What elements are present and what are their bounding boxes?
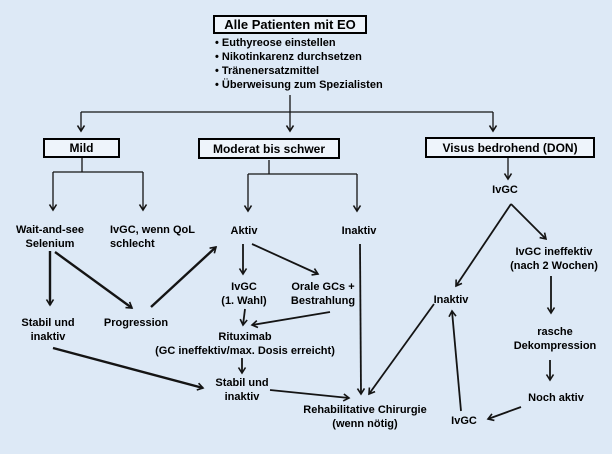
node-ivgc-ineffektiv [510,246,598,273]
node-text: Stabil und [215,377,269,389]
node-inaktiv-mitte [342,225,377,239]
node-orale-gcs [291,281,355,308]
node-text: Aktiv [230,225,258,237]
node-text: Wait-and-see [15,224,85,236]
node-text: rasche [537,326,573,338]
node-text: IvGC ineffektiv [515,246,593,258]
node-text: inaktiv [30,330,66,343]
edge-ivgc-don-to-ineffektiv [511,204,546,239]
root-box-label: Alle Patienten mit EO [224,17,356,32]
box-sight-threatening [425,137,595,158]
node-text: (wenn nötig) [332,417,398,430]
edge-ivgc-first-to-rituximab [243,309,245,325]
edge-nochaktiv-to-ivgc-unten [488,407,521,419]
node-text: Noch aktiv [528,392,584,404]
node-text: Rehabilitative Chirurgie [303,404,427,416]
list-item: • Überweisung zum Spezialisten [215,79,383,91]
edge-progression-to-aktiv [151,247,216,307]
node-stabil-inaktiv-links [21,317,74,344]
list-item: • Tränenersatzmittel [215,65,320,77]
node-text: inaktiv [224,390,260,403]
node-text: Stabil und [21,317,75,329]
root-box-all-patients [213,15,367,34]
node-aktiv [231,225,258,239]
box-moderate-severe-label: Moderat bis schwer [212,141,326,156]
list-item: • Euthyreose einstellen [215,37,336,49]
node-ivgc-unten [451,415,477,429]
edge-ivgc-don-to-inaktiv [456,204,511,286]
node-text: Selenium [25,237,75,250]
box-sight-threatening-label: Visus bedrohend (DON) [442,140,578,155]
box-mild-label: Mild [69,141,94,155]
node-text: Inaktiv [433,294,469,306]
node-text: (nach 2 Wochen) [510,259,598,272]
node-inaktiv-rechts [434,294,469,308]
edge-ivgc-unten-to-inaktiv [452,311,461,411]
node-stabil-inaktiv-mitte [215,377,268,404]
node-text: (GC ineffektiv/max. Dosis erreicht) [155,344,335,357]
node-rasche-dekompression [514,326,597,353]
node-text: IvGC [231,281,257,293]
node-ivgc-erste-wahl [221,281,266,308]
list-item: • Nikotinkarenz durchsetzen [215,51,362,63]
edge-inaktiv-to-surgery [360,244,361,394]
node-ivgc-qol [110,224,195,251]
pretreatment-list [215,36,383,92]
node-text: Progression [103,317,169,329]
node-text: Orale GCs + [291,281,355,293]
edge-waitandsee-to-progression [55,252,132,308]
node-ivgc-don [492,184,518,198]
node-text: IvGC [451,415,477,427]
node-wait-and-see [16,224,84,251]
node-text: schlecht [110,237,155,250]
node-progression [104,317,168,331]
node-text: Inaktiv [341,225,377,237]
node-rehabilitative-chirurgie [303,404,426,431]
node-rituximab [155,331,335,358]
node-text: (1. Wahl) [221,294,267,307]
edge-stabil-mitte-to-surgery [270,390,349,398]
node-text: Rituximab [218,331,272,343]
node-text: IvGC [492,184,518,196]
node-text: IvGC, wenn QoL [110,224,195,236]
edge-aktiv-to-orale [252,244,318,274]
node-noch-aktiv [528,392,584,406]
node-text: Bestrahlung [290,294,356,307]
node-text: Dekompression [513,339,597,352]
box-moderate-severe [198,138,340,159]
box-mild [43,138,120,158]
edge-orale-to-rituximab [252,312,330,325]
edge-inaktiv-rechts-to-surgery [369,304,434,394]
